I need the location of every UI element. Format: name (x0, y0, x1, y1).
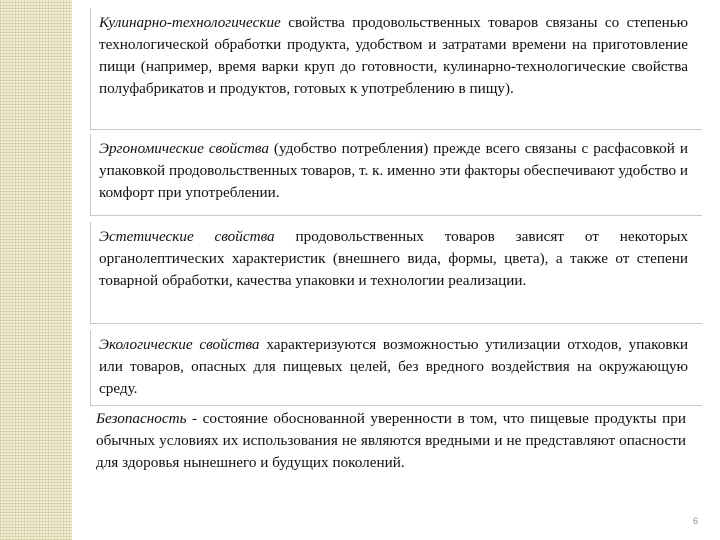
aesthetic-properties-block (90, 222, 702, 324)
ergonomic-properties-text: (удобство потребления) прежде всего связаны с расфасовкой и упаковкой продовольственных товаров, т. к. именно эти факторы обеспечивают удобство и комфорт при употреблении. (99, 140, 688, 201)
culinary-properties-term: Кулинарно-технологические (99, 14, 281, 31)
aesthetic-properties-paragraph (99, 226, 688, 292)
culinary-properties-text: свойства продовольственных товаров связаны со степенью технологической обработки продукта, удобством и затратами времени на приготовление пищи (например, время варки круп до готовности, кулинарно-технологические свойства полуфабрикатов и продуктов, готовых к употреблению в пищу). (99, 14, 688, 97)
page-number: 6 (692, 516, 698, 526)
safety-block (90, 408, 702, 482)
ecological-properties-block (90, 330, 702, 406)
ecological-properties-paragraph (99, 334, 688, 400)
ecological-properties-term: Экологические свойства (99, 336, 260, 353)
ecological-properties-text: характеризуются возможностью утилизации отходов, упаковки или товаров, опасных для пищевых целей, без вредного воздействия на окружающую среду. (99, 336, 688, 397)
aesthetic-properties-text: продовольственных товаров зависят от некоторых органолептических характеристик (внешнего вида, формы, цвета), а также от степени товарной обработки, качества упаковки и технологии реализации. (99, 228, 688, 289)
safety-term: Безопасность (96, 410, 187, 427)
culinary-properties-block (90, 8, 702, 130)
safety-paragraph (96, 408, 686, 474)
culinary-properties-paragraph (99, 12, 688, 100)
decorative-side-strip (0, 0, 72, 540)
ergonomic-properties-block (90, 134, 702, 216)
aesthetic-properties-term: Эстетические свойства (99, 228, 275, 245)
safety-text: - состояние обоснованной уверенности в том, что пищевые продукты при обычных условиях их использования не являются вредными и не представляют опасности для здоровья нынешнего и будущих поколений. (96, 410, 686, 471)
ergonomic-properties-paragraph (99, 138, 688, 204)
ergonomic-properties-term: Эргономические свойства (99, 140, 269, 157)
